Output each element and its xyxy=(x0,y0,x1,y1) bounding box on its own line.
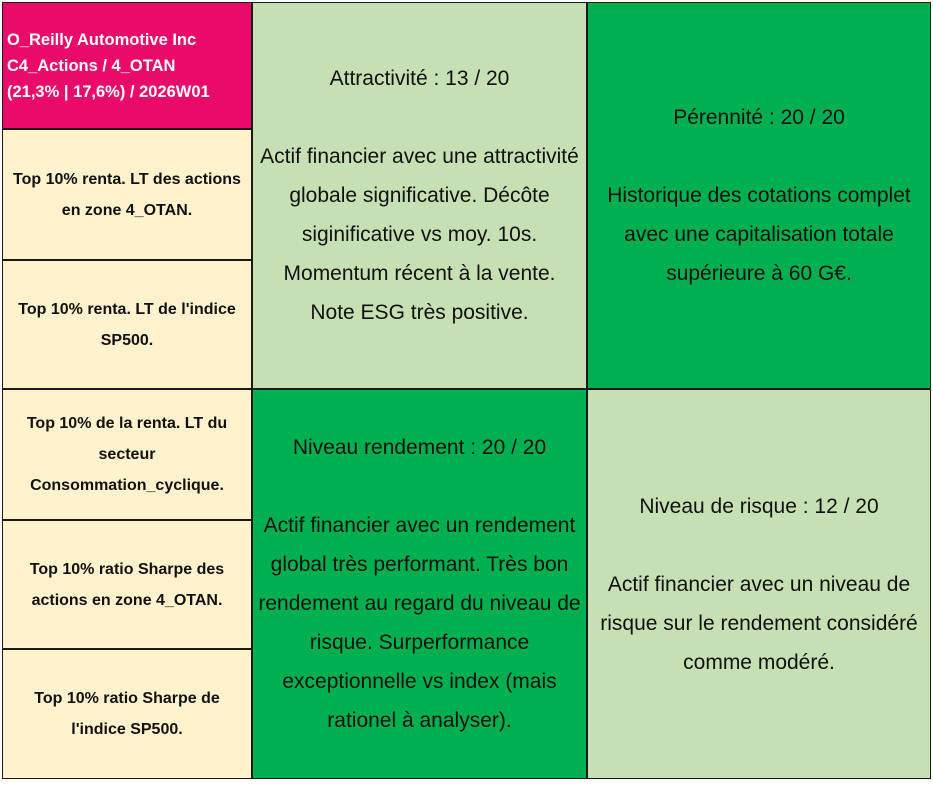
criterion-label-3: Top 10% de la renta. LT du secteur Consommation_cyclique. xyxy=(2,389,252,520)
asset-category: C4_Actions / 4_OTAN xyxy=(7,56,176,75)
asset-performance: (21,3% | 17,6%) / 2026W01 xyxy=(7,82,210,101)
risque-body: Actif financier avec un niveau de risque sur le rendement considéré comme modéré. xyxy=(600,572,918,674)
bottom-margin xyxy=(0,779,933,785)
risque-title: Niveau de risque : 12 / 20 xyxy=(639,494,879,518)
rendement-panel xyxy=(252,389,587,779)
rendement-title: Niveau rendement : 20 / 20 xyxy=(292,436,547,459)
attractivite-body: Actif financier avec une attractivité globale significative. Décôte siginificative vs moy. 10s. Momentum récent à la vente. Note ESG très positive. xyxy=(260,145,579,324)
perennite-body: Historique des cotations complet avec une capitalisation totale supérieure à 60 G€. xyxy=(607,184,911,285)
attractivite-title: Attractivité : 13 / 20 xyxy=(329,67,510,90)
criterion-label-5: Top 10% ratio Sharpe de l'indice SP500. xyxy=(2,649,252,779)
criterion-label-4: Top 10% ratio Sharpe des actions en zone 4_OTAN. xyxy=(2,520,252,649)
rendement-body: Actif financier avec un rendement global très performant. Très bon rendement au regard du niveau de risque. Surperformance exceptionnelle vs index (mais rationel à analyser). xyxy=(258,514,581,732)
perennite-title: Pérennité : 20 / 20 xyxy=(673,106,845,129)
attractivite-panel xyxy=(252,2,587,389)
risque-panel xyxy=(587,389,931,779)
asset-header xyxy=(2,2,252,129)
perennite-panel xyxy=(587,2,931,389)
criterion-label-1: Top 10% renta. LT des actions en zone 4_OTAN. xyxy=(2,129,252,260)
asset-name: O_Reilly Automotive Inc xyxy=(7,30,197,49)
criterion-label-2: Top 10% renta. LT de l'indice SP500. xyxy=(2,260,252,389)
